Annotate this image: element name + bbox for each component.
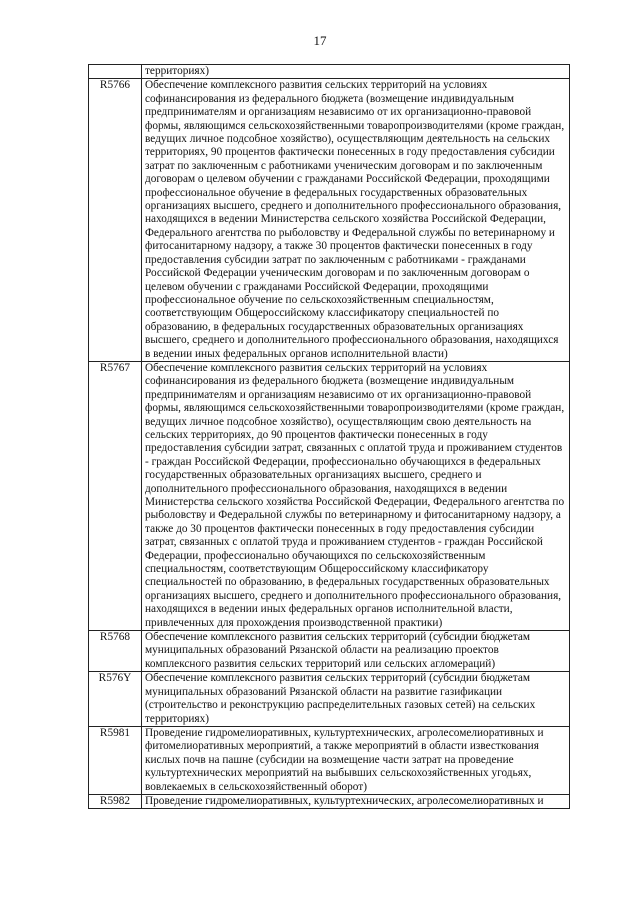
table-row (89, 361, 570, 630)
code-cell: R576Y (89, 672, 142, 727)
description-cell: Обеспечение комплексного развития сельских территорий на условиях софинансирования из федерального бюджета (возмещение индивидуальным предпринимателям и организациям независимо от их организационно-правовой формы, являющимся сельскохозяйственными товаропроизводителями (кроме граждан, ведущих личное подсобное хозяйство), осуществляющим свою деятельность на сельских территориях, до 90 процентов фактически понесенных в году предоставления субсидии затрат, связанных с оплатой труда и проживанием студентов - граждан Российской Федерации, профессионально обучающихся в федеральных государственных образовательных организациях высшего, среднего и дополнительного профессионального образования, находящихся в ведении Министерства сельского хозяйства Российской Федерации, Федерального агентства по рыболовству и Федеральной службы по ветеринарному и фитосанитарному надзору, а также до 30 процентов фактически понесенных в году предоставления субсидии затрат, связанных с оплатой труда и проживанием студентов - граждан Российской Федерации, профессионально обучающихся по сельскохозяйственным специальностям, соответствующим Общероссийскому классификатору специальностей по образованию, в федеральных государственных образовательных организациях высшего, среднего и дополнительного профессионального образования, находящихся в ведении иных федеральных органов исполнительной власти, привлеченных для прохождения производственной практики) (142, 361, 570, 630)
code-cell: R5767 (89, 361, 142, 630)
table-row (89, 65, 570, 79)
description-cell: Обеспечение комплексного развития сельских территорий (субсидии бюджетам муниципальных образований Рязанской области на реализацию проектов комплексного развития сельских территорий или сельских агломераций) (142, 631, 570, 672)
table-row (89, 794, 570, 808)
description-cell: территориях) (142, 65, 570, 79)
description-cell: Проведение гидромелиоративных, культуртехнических, агролесомелиоративных и фитомелиоративных мероприятий, а также мероприятий в области известкования кислых почв на пашне (субсидии на возмещение части затрат на проведение культуртехнических мероприятий на выбывших сельскохозяйственных угодьях, вовлекаемых в сельскохозяйственный оборот) (142, 726, 570, 794)
description-cell: Проведение гидромелиоративных, культуртехнических, агролесомелиоративных и (142, 794, 570, 808)
code-cell: R5981 (89, 726, 142, 794)
code-cell: R5766 (89, 79, 142, 362)
code-cell: R5982 (89, 794, 142, 808)
description-cell: Обеспечение комплексного развития сельских территорий (субсидии бюджетам муниципальных образований Рязанской области на развитие газификации (строительство и реконструкцию распределительных газовых сетей) на сельских территориях) (142, 672, 570, 727)
code-cell: R5768 (89, 631, 142, 672)
description-cell: Обеспечение комплексного развития сельских территорий на условиях софинансирования из федерального бюджета (возмещение индивидуальным предпринимателям и организациям независимо от их организационно-правовой формы, являющимся сельскохозяйственными товаропроизводителями (кроме граждан, ведущих личное подсобное хозяйство), осуществляющим деятельность на сельских территориях, 90 процентов фактически понесенных в году предоставления субсидии затрат по заключенным с работниками ученическим договорам и по заключенным договорам о целевом обучении с гражданами Российской Федерации, проходящими профессиональное обучение в федеральных государственных образовательных организациях высшего, среднего и дополнительного профессионального образования, находящихся в ведении Министерства сельского хозяйства Российской Федерации, Федерального агентства по рыболовству и Федеральной службы по ветеринарному и фитосанитарному надзору, а также 30 процентов фактически понесенных в году предоставления субсидии затрат по заключенным с работниками - гражданами Российской Федерации ученическим договорам и по заключенным договорам о целевом обучении с гражданами Российской Федерации, проходящими профессиональное обучение по сельскохозяйственным специальностям, соответствующим Общероссийскому классификатору специальностей по образованию, в федеральных государственных образовательных организациях высшего, среднего и дополнительного профессионального образования, находящихся в ведении иных федеральных органов исполнительной власти) (142, 79, 570, 362)
table-row (89, 672, 570, 727)
table-row (89, 726, 570, 794)
table-row (89, 79, 570, 362)
table-row (89, 631, 570, 672)
budget-codes-table (88, 64, 570, 809)
code-cell (89, 65, 142, 79)
page-number: 17 (313, 33, 327, 48)
